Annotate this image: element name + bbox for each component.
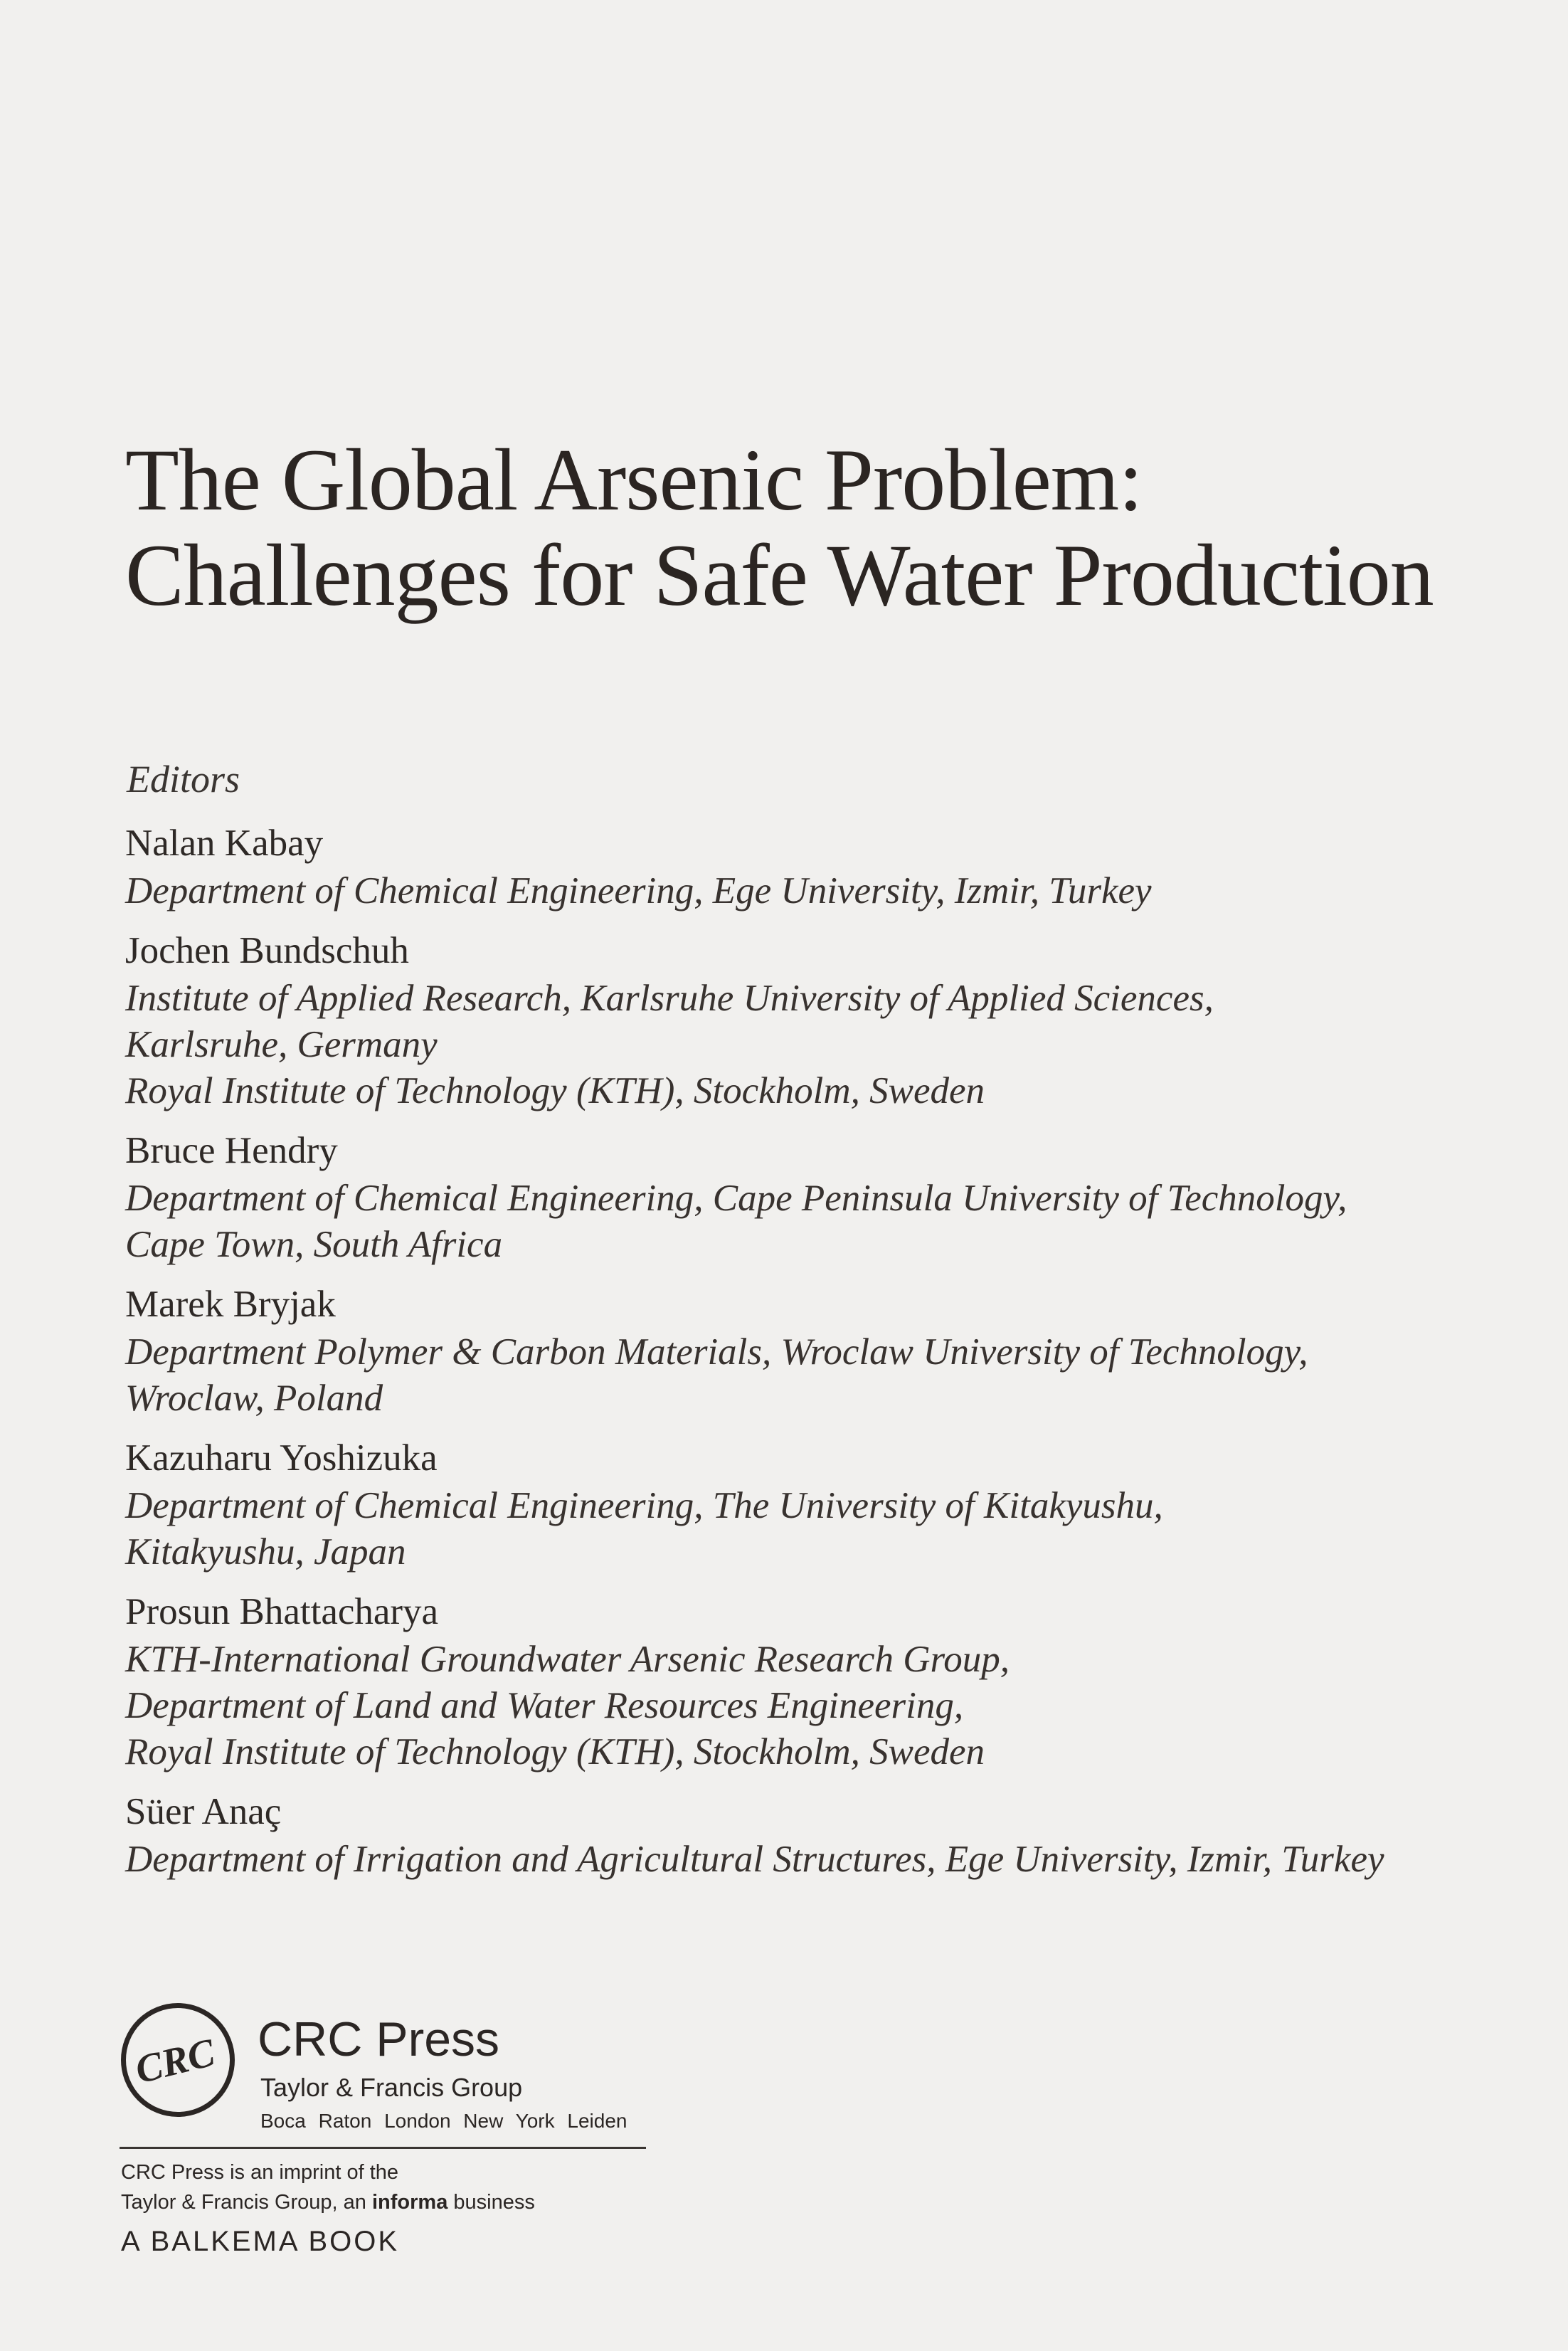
book-title-line-2: Challenges for Safe Water Production: [125, 527, 1434, 624]
editor-entry: [125, 1433, 1477, 1575]
informa-brand: informa: [371, 2191, 448, 2214]
editor-name: Marek Bryjak: [125, 1284, 336, 1325]
editor-affiliation: Department of Land and Water Resources Engineering,: [125, 1685, 964, 1726]
editor-affiliation: Wroclaw, Poland: [125, 1378, 383, 1419]
editor-entry: [125, 1787, 1477, 1883]
editor-affiliation: Kitakyushu, Japan: [125, 1531, 406, 1573]
publisher-group: Taylor & Francis Group: [260, 2073, 523, 2102]
publisher-cities: Boca Raton London New York Leiden: [260, 2110, 627, 2132]
editor-affiliation: Department of Chemical Engineering, The University of Kitakyushu,: [125, 1485, 1163, 1526]
imprint-line-1: CRC Press is an imprint of the: [121, 2161, 399, 2184]
editor-affiliation: KTH-International Groundwater Arsenic Research Group,: [125, 1639, 1010, 1680]
crc-logo-text: CRC: [131, 2030, 219, 2093]
imprint-line-2: [121, 2187, 535, 2217]
editor-affiliation: Royal Institute of Technology (KTH), Stockholm, Sweden: [125, 1070, 985, 1111]
editor-name: Prosun Bhattacharya: [125, 1591, 439, 1632]
editor-entry: [125, 818, 1477, 914]
editors-list: [125, 818, 1477, 1894]
book-title-line-1: The Global Arsenic Problem:: [125, 431, 1143, 529]
imprint-line-2-prefix: Taylor & Francis Group, an: [121, 2191, 372, 2214]
series-label: A BALKEMA BOOK: [121, 2226, 400, 2257]
editor-affiliation: Royal Institute of Technology (KTH), Stockholm, Sweden: [125, 1731, 985, 1773]
editor-affiliation: Karlsruhe, Germany: [125, 1024, 438, 1065]
editor-name: Bruce Hendry: [125, 1130, 338, 1171]
editor-entry: [125, 1587, 1477, 1775]
editor-affiliation: Department Polymer & Carbon Materials, Wroclaw University of Technology,: [125, 1331, 1308, 1373]
publisher-name: CRC Press: [258, 2012, 500, 2066]
editor-affiliation: Cape Town, South Africa: [125, 1224, 503, 1265]
publisher-block: [120, 1996, 660, 2145]
editor-name: Nalan Kabay: [125, 823, 324, 864]
editor-affiliation: Department of Chemical Engineering, Cape Peninsula University of Technology,: [125, 1178, 1347, 1219]
editor-affiliation: Institute of Applied Research, Karlsruhe University of Applied Sciences,: [125, 978, 1214, 1019]
editor-affiliation: Department of Chemical Engineering, Ege University, Izmir, Turkey: [125, 870, 1152, 912]
imprint-note: [121, 2157, 535, 2217]
editor-entry: [125, 1279, 1477, 1422]
editor-name: Kazuharu Yoshizuka: [125, 1437, 438, 1479]
editors-heading: Editors: [127, 758, 240, 801]
imprint-line-2-suffix: business: [447, 2191, 535, 2214]
editor-affiliation: Department of Irrigation and Agricultural Structures, Ege University, Izmir, Turkey: [125, 1839, 1384, 1880]
editor-name: Jochen Bundschuh: [125, 930, 409, 971]
book-title: [125, 433, 1434, 623]
editor-entry: [125, 926, 1477, 1114]
editor-name: Süer Anaç: [125, 1791, 282, 1832]
editor-entry: [125, 1126, 1477, 1268]
divider-rule: [120, 2147, 646, 2149]
